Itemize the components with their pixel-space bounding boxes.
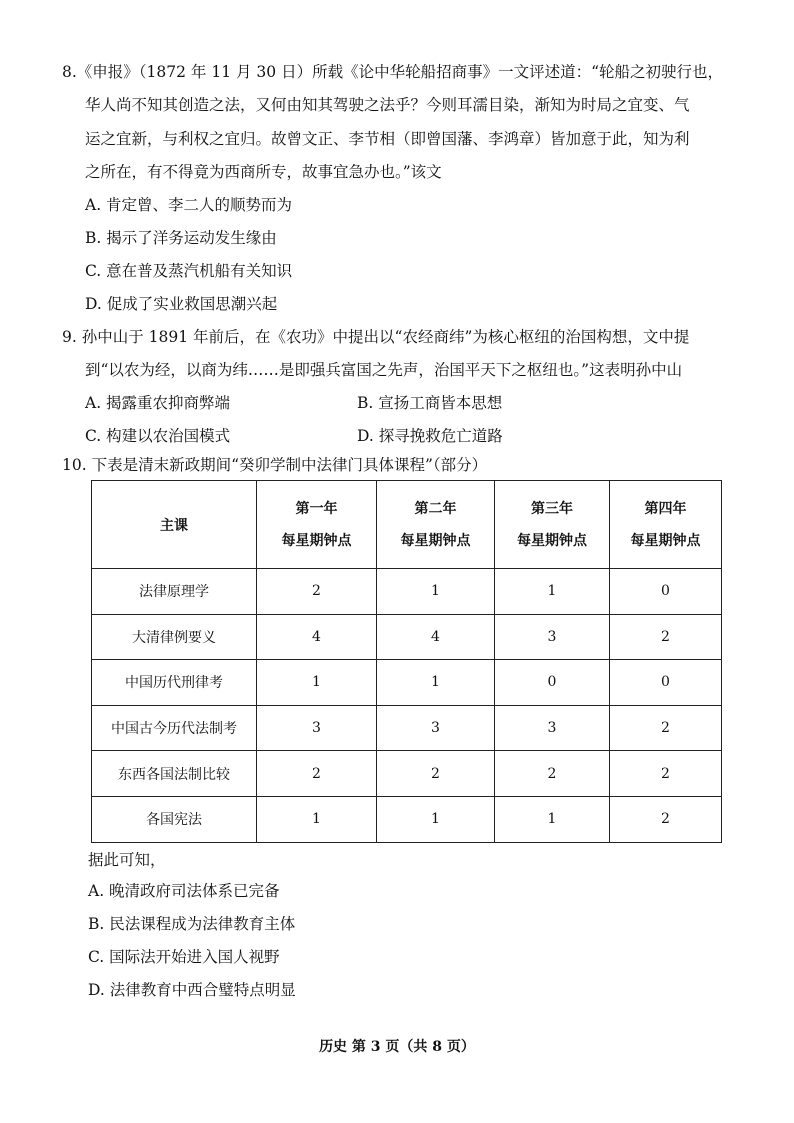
table-row	[92, 751, 722, 797]
q9-option-c: C. 构建以农治国模式	[85, 427, 231, 445]
hours-cell: 1	[495, 569, 610, 615]
header-main-course: 主课	[92, 481, 257, 569]
q9-option-a: A. 揭露重农抑商弊端	[85, 394, 231, 412]
year-label: 第一年	[295, 500, 338, 517]
q9-stem-line-2: 到“以农为经，以商为纬……是即强兵富国之先声，治国平天下之枢纽也。”这表明孙中山	[85, 361, 683, 379]
hours-cell: 1	[377, 569, 495, 615]
unit-label: 每星期钟点	[400, 532, 471, 549]
table-row	[92, 569, 722, 615]
hours-cell: 0	[610, 569, 722, 615]
hours-cell: 2	[610, 614, 722, 660]
subject-cell: 各国宪法	[92, 796, 257, 842]
q8-stem-line-4: 之所在，有不得竟为西商所专，故事宜急办也。”该文	[85, 163, 442, 181]
q8-option-c: C. 意在普及蒸汽机船有关知识	[85, 262, 293, 280]
q8-stem-line-3: 运之宜新，与利权之宜归。故曾文正、李节相（即曾国藩、李鸿章）皆加意于此，知为利	[85, 130, 690, 148]
hours-cell: 2	[257, 569, 377, 615]
q9-stem-line-1: 9. 孙中山于 1891 年前后，在《农功》中提出以“农经商纬”为核心枢纽的治国构想，文中提	[62, 328, 690, 346]
year-label: 第四年	[644, 500, 687, 517]
q8-stem-line-1: 8.《申报》（1872 年 11 月 30 日）所载《论中华轮船招商事》一文评述道：“轮船之初驶行也，	[62, 63, 723, 81]
unit-label: 每星期钟点	[517, 532, 587, 549]
q10-option-a: A. 晚清政府司法体系已完备	[88, 882, 280, 900]
q9-option-d: D. 探寻挽救危亡道路	[357, 427, 503, 445]
subject-cell: 中国历代刑律考	[92, 660, 257, 706]
hours-cell: 2	[610, 705, 722, 751]
table-row	[92, 796, 722, 842]
hours-cell: 1	[377, 660, 495, 706]
hours-cell: 2	[257, 751, 377, 797]
unit-label: 每星期钟点	[630, 532, 701, 549]
q10-option-b: B. 民法课程成为法律教育主体	[88, 915, 296, 933]
header-year-3	[495, 481, 610, 569]
year-label: 第二年	[414, 500, 457, 517]
header-year-2	[377, 481, 495, 569]
header-year-1	[257, 481, 377, 569]
hours-cell: 2	[495, 751, 610, 797]
table-row	[92, 660, 722, 706]
table-row	[92, 705, 722, 751]
subject-cell: 东西各国法制比较	[92, 751, 257, 797]
hours-cell: 4	[257, 614, 377, 660]
hours-cell: 1	[377, 796, 495, 842]
hours-cell: 2	[377, 751, 495, 797]
subject-cell: 大清律例要义	[92, 614, 257, 660]
q8-option-b: B. 揭示了洋务运动发生缘由	[85, 229, 277, 247]
hours-cell: 3	[377, 705, 495, 751]
hours-cell: 2	[610, 796, 722, 842]
q8-option-a: A. 肯定曾、李二人的顺势而为	[85, 196, 293, 214]
header-year-4	[610, 481, 722, 569]
course-table	[91, 480, 722, 843]
hours-cell: 1	[495, 796, 610, 842]
table-row	[92, 614, 722, 660]
q9-option-b: B. 宣扬工商皆本思想	[357, 394, 503, 412]
q8-stem-line-2: 华人尚不知其创造之法，又何由知其驾驶之法乎？今则耳濡目染，渐知为时局之宜变、气	[85, 96, 690, 114]
unit-label: 每星期钟点	[281, 532, 352, 549]
hours-cell: 1	[257, 660, 377, 706]
hours-cell: 3	[495, 614, 610, 660]
hours-cell: 0	[495, 660, 610, 706]
hours-cell: 1	[257, 796, 377, 842]
hours-cell: 3	[257, 705, 377, 751]
q10-intro: 10. 下表是清末新政期间“癸卯学制中法律门具体课程”（部分）	[62, 456, 488, 474]
year-label: 第三年	[531, 500, 573, 517]
table-header-row	[92, 481, 722, 569]
q8-option-d: D. 促成了实业救国思潮兴起	[85, 295, 278, 313]
subject-cell: 法律原理学	[92, 569, 257, 615]
page-footer: 历史 第 3 页（共 8 页）	[319, 1039, 475, 1055]
q10-option-c: C. 国际法开始进入国人视野	[88, 948, 280, 966]
subject-cell: 中国古今历代法制考	[92, 705, 257, 751]
hours-cell: 0	[610, 660, 722, 706]
q10-after-text: 据此可知，	[88, 851, 166, 869]
q10-option-d: D. 法律教育中西合璧特点明显	[88, 981, 296, 999]
hours-cell: 4	[377, 614, 495, 660]
hours-cell: 2	[610, 751, 722, 797]
hours-cell: 3	[495, 705, 610, 751]
